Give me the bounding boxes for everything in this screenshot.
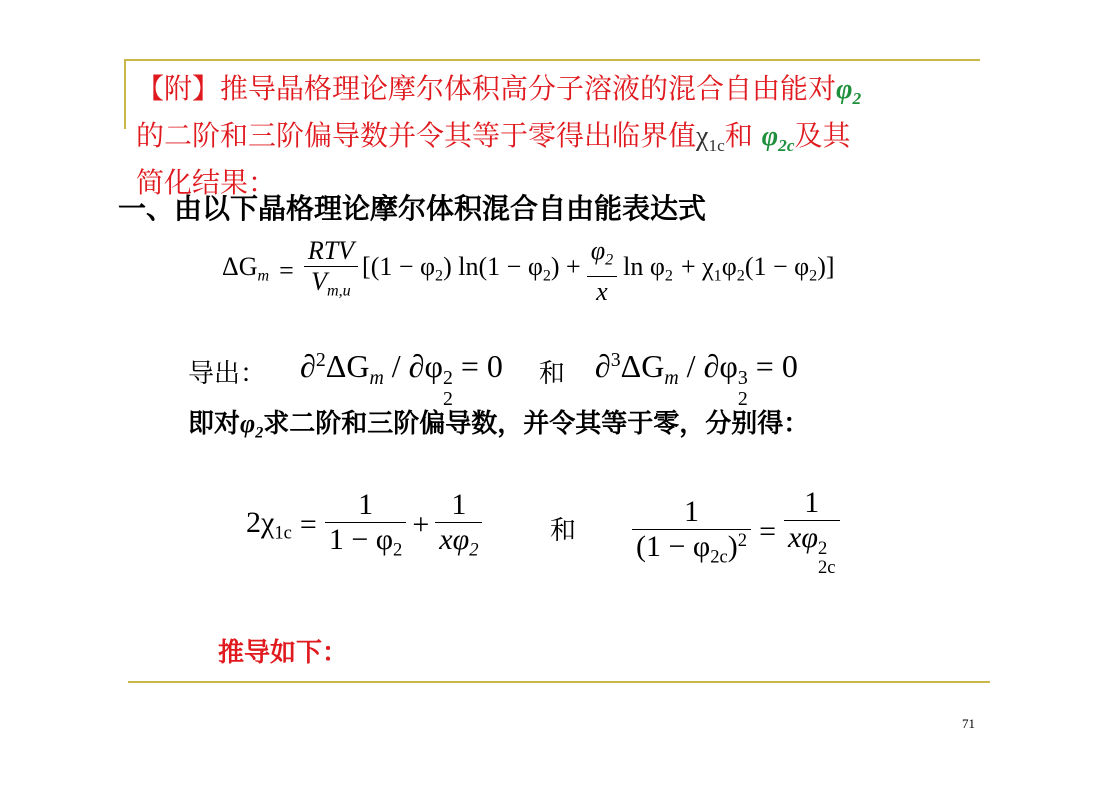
intro-line-3: 简化结果：	[136, 166, 277, 200]
intro-line-1: 【附】推导晶格理论摩尔体积高分子溶液的混合自由能对$\varphi_2$	[136, 72, 862, 109]
result-equation-2: $\frac{1}{(1 - \varphi_{2c})^2}$ = 1 xφ 2 2c	[632, 486, 840, 578]
page-number: 71	[962, 716, 975, 731]
phi2c-symbol: $\varphi_{2c}$	[761, 121, 795, 156]
intro-line-2: 的二阶和三阶偏导数并令其等于零得出临界值$\chi_{1c}$和 $\varphi_{2c}$及其	[136, 119, 851, 156]
result2-fraction-2: 1 xφ 2 2c	[784, 486, 839, 578]
phi2-symbol: $\varphi_2$	[836, 74, 862, 109]
top-rule	[124, 59, 980, 61]
eq-fraction-phi-x: $\frac{\varphi_2}{x}$	[587, 236, 617, 307]
section-heading: 一、由以下晶格理论摩尔体积混合自由能表达式	[118, 192, 707, 225]
derive-eq-1: $\partial^2\Delta G_m / \partial\varphi$ 2 2 = 0	[300, 347, 503, 410]
result-and: 和	[550, 516, 577, 546]
chi-symbol: $\chi_{1c}$	[696, 121, 725, 156]
main-equation: $\Delta G_m$ = $\frac{\text{RTV}}{V_{m,u}}$ [$(1 - \varphi_2)$ $\ln(1 - \varphi_2)$ + $\frac{\varphi_2}{x}$ $\ln \varphi_2$ + $\chi_1\varphi_2(1 - \varphi_2)$]	[222, 236, 835, 306]
bottom-rule	[128, 681, 990, 683]
result2-fraction-1: $\frac{1}{(1 - \varphi_{2c})^2}$	[632, 495, 751, 569]
result1-fraction-1: $\frac{1}{1 - \varphi_2}$	[325, 488, 407, 562]
eq-term2: $\ln \varphi_2$	[623, 251, 673, 285]
result-equation-1: $2\chi_{1c}$ = $\frac{1}{1 - \varphi_2}$ + $\frac{1}{x\varphi_2}$	[246, 488, 482, 562]
eq-term3: + $\chi_1\varphi_2(1 - \varphi_2)$]	[680, 251, 835, 285]
eq-lhs: $\Delta G_m$	[222, 251, 270, 285]
derive-eq-2: $\partial^3\Delta G_m / \partial\varphi$ 3 2 = 0	[594, 347, 798, 410]
left-rule	[124, 59, 126, 129]
intro-paragraph	[136, 70, 972, 201]
derive-and: 和	[538, 358, 565, 389]
result1-fraction-2: $\frac{1}{x\varphi_2}$	[435, 488, 482, 562]
eq-term1: [$(1 - \varphi_2)$ $\ln(1 - \varphi_2)$ +	[362, 251, 581, 285]
derive-line	[188, 338, 798, 410]
derivation-note: 推导如下：	[218, 638, 349, 668]
statement-phi2: $\varphi_2$	[240, 409, 264, 442]
derive-label: 导出：	[188, 358, 267, 389]
statement-line: 即对$\varphi_2$求二阶和三阶偏导数，并令其等于零，分别得：	[188, 409, 810, 442]
eq-fraction-rtv: $\frac{\text{RTV}}{V_{m,u}}$	[304, 236, 358, 307]
